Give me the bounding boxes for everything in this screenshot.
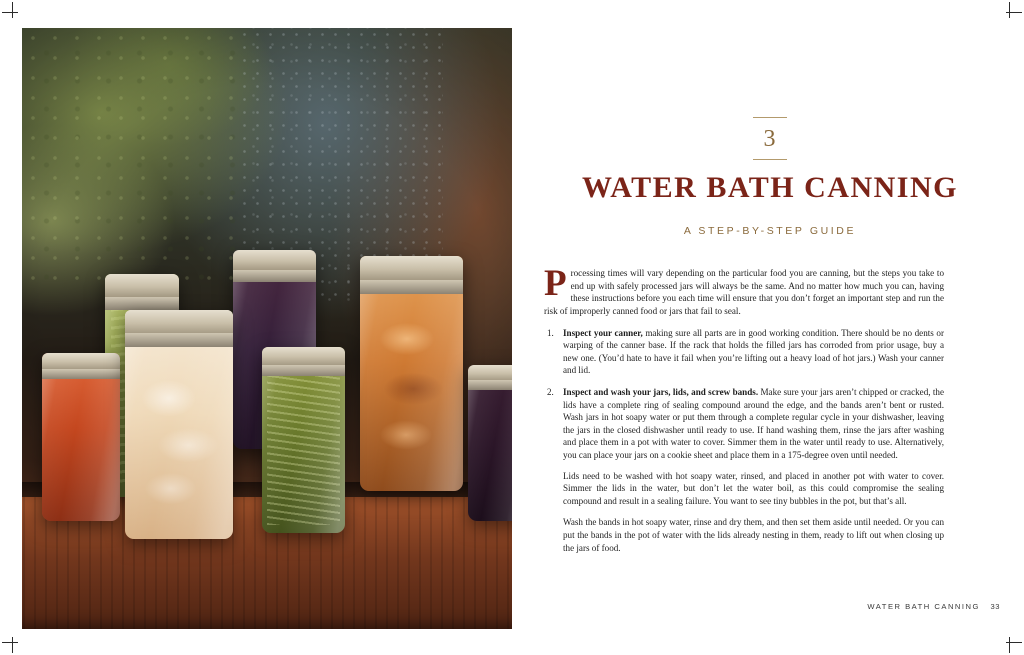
left-page-photo [22, 28, 512, 629]
crop-mark-top-left-h [2, 12, 18, 13]
step-text: Make sure your jars aren’t chipped or cracked, the lids have a complete ring of sealing compound around the edge, and the bands aren’t bent or rusted. Wash jars in hot soapy water or put them through a complete regular cycle in your dishwasher, leaving the jars in the closed dishwasher until ready to use. If hand washing them, rinse the jars after washing and place them in a pot with water to cover. Simmer them in the water until ready to use. Alternatively, you can place your jars on a cookie sheet and place them in a 175-degree oven until needed. [563, 386, 944, 460]
step-sub-paragraph: Lids need to be washed with hot soapy water, rinsed, and placed in another pot with water to cover. Simmer the lids in the water, but don’t let the water boil, as this could compromise the sealing compound and result in a sealing failure. You want to see tiny bubbles in the pot, but that’s all. [563, 470, 944, 506]
body-column [544, 263, 944, 554]
intro-paragraph [544, 263, 944, 317]
steps-list [544, 327, 944, 555]
step-lead-in: Inspect your canner, [563, 327, 643, 338]
jar-peaches [125, 310, 233, 538]
list-item [563, 386, 944, 554]
crop-mark-bottom-left-v [12, 637, 13, 653]
crop-mark-bottom-left-h [2, 642, 18, 643]
page-footer [867, 602, 1000, 611]
page-number: 33 [990, 602, 1000, 611]
crop-mark-bottom-right-h [1006, 642, 1022, 643]
chapter-subtitle: A STEP-BY-STEP GUIDE [683, 225, 857, 238]
step-sub-paragraph: Wash the bands in hot soapy water, rinse and dry them, and then set them aside until needed. Or you can put the bands in the pot of water with the lids already nesting in them, ready to lift out when closing up the jars of food. [563, 517, 944, 553]
running-head: WATER BATH CANNING [867, 602, 980, 611]
step-text: making sure all parts are in good working condition. There should be no dents or warping of the canner base. If the rack that holds the filled jars has corroded from prior usage, buy a new one. (You’d hate to have it fail when you’re lifting out a heavy load of hot jars.) Wash your canner and lid. [563, 327, 944, 376]
page-title: WATER BATH CANNING [582, 171, 958, 204]
crop-mark-top-right-v [1009, 2, 1010, 18]
canning-jars-photograph [22, 28, 512, 629]
jar-green-beans [262, 347, 345, 533]
crop-mark-top-right-h [1006, 12, 1022, 13]
step-lead-in: Inspect and wash your jars, lids, and screw bands. [563, 386, 759, 397]
chapter-number: 3 [540, 126, 1000, 153]
jar-apricots [360, 256, 463, 490]
jar-dark-jam [468, 365, 512, 521]
crop-mark-top-left-v [12, 2, 13, 18]
drop-cap: P [544, 263, 567, 305]
jar-tomato-sauce [42, 353, 120, 521]
intro-text: rocessing times will vary depending on the particular food you are canning, but the steps you take to end up with safely processed jars will always be the same. And no matter how much you can, having these instructions before you each time will ensure that you don’t forget an important step and run the risk of improperly canned food or jars that fail to seal. [544, 268, 944, 316]
list-item [563, 327, 944, 377]
crop-mark-bottom-right-v [1009, 637, 1010, 653]
right-page-text [540, 28, 1000, 629]
foliage-texture [22, 28, 247, 280]
